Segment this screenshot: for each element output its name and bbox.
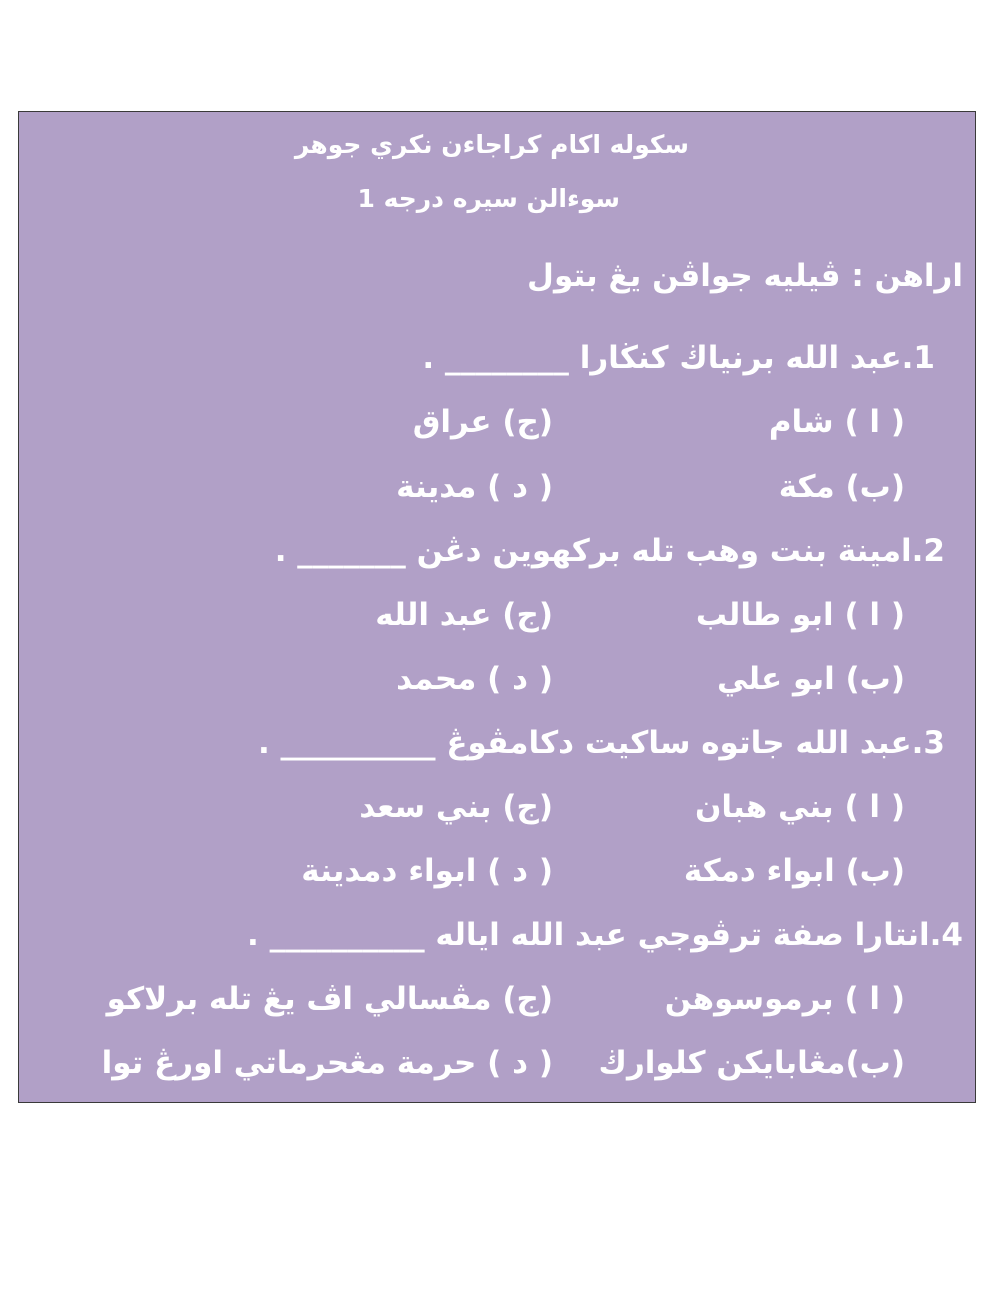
q3-option-c[interactable]: (ج) بني سعد: [359, 789, 553, 825]
q3-option-d[interactable]: ( د ) ابواء دمدينة: [301, 853, 553, 889]
school-title: سكوله اكام كراجاءن نكري جوهر: [294, 130, 689, 159]
instruction-text: اراهن : ڤيليه جواڤن يڠ بتول: [527, 258, 963, 294]
question-4: 4.انتارا صفة ترڤوجي عبد الله اياله __________ .: [247, 917, 963, 953]
q1-option-d[interactable]: ( د ) مدينة: [396, 469, 553, 505]
worksheet-subtitle: سوءالن سيره درجه 1: [357, 184, 620, 213]
question-1: 1.عبد الله برنياڬ كنڬارا ________ .: [422, 340, 935, 376]
q1-option-a[interactable]: ( ا ) شام: [768, 404, 905, 440]
q3-option-a[interactable]: ( ا ) بني هبان: [694, 789, 905, 825]
q4-option-a[interactable]: ( ا ) برموسوهن: [664, 981, 905, 1017]
q2-option-d[interactable]: ( د ) محمد: [396, 661, 553, 697]
question-3: 3.عبد الله جاتوه ساكيت دكامڤوڠ __________ .: [257, 725, 945, 761]
q2-option-b[interactable]: (ب) ابو علي: [717, 661, 905, 697]
worksheet-panel: [18, 111, 976, 1103]
q4-option-d[interactable]: ( د ) حرمة مڠحرماتي اورڠ توا: [101, 1045, 553, 1081]
q1-option-c[interactable]: (ج) عراق: [412, 404, 553, 440]
q4-option-c[interactable]: (ج) مڤسالي اڤ يڠ تله برلاكو: [106, 981, 553, 1017]
q2-option-c[interactable]: (ج) عبد الله: [375, 597, 553, 633]
q4-option-b[interactable]: (ب)مڠابايكن كلوارڬ: [598, 1045, 905, 1081]
q2-option-a[interactable]: ( ا ) ابو طالب: [695, 597, 905, 633]
q1-option-b[interactable]: (ب) مكة: [778, 469, 905, 505]
question-2: 2.امينة بنت وهب تله بركهوين دڠن _______ .: [274, 533, 945, 569]
q3-option-b[interactable]: (ب) ابواء دمكة: [683, 853, 905, 889]
